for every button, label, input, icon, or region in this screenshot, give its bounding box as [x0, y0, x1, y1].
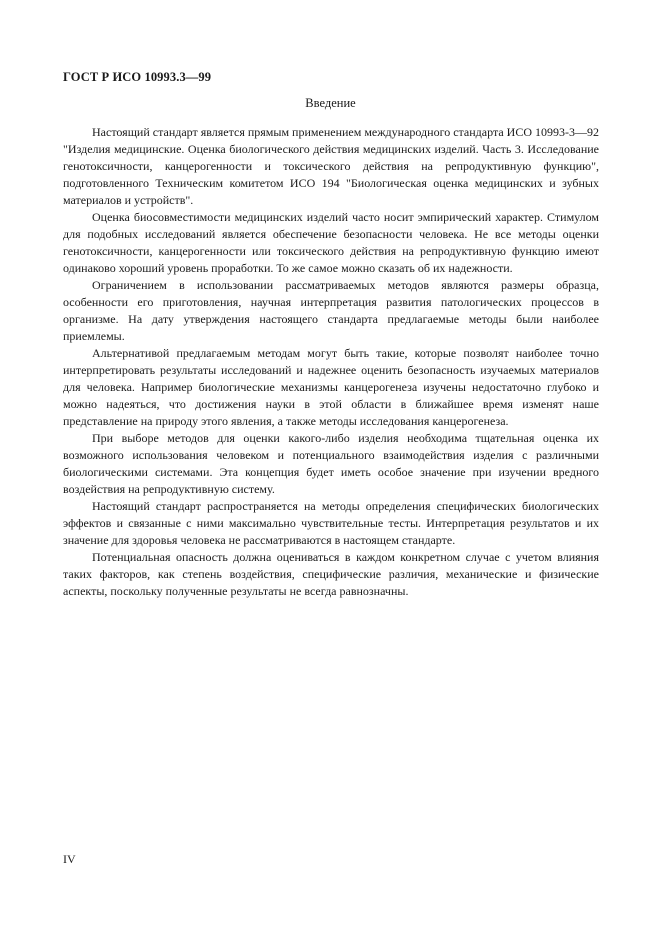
paragraph: Ограничением в использовании рассматриваемых методов являются размеры образца, особенности его приготовления, научная интерпретация развития патологических процессов в организме. На дату утверждения настоящего стандарта предлагаемые методы были наиболее приемлемы. — [63, 278, 599, 343]
section-title: Введение — [305, 96, 356, 110]
document-header: ГОСТ Р ИСО 10993.3—99 — [63, 70, 212, 84]
paragraph: Настоящий стандарт распространяется на методы определения специфических биологических эффектов и связанные с ними максимально чувствительные тесты. Интерпретация результатов и их значение для здоровья человека не рассматриваются в настоящем стандарте. — [63, 499, 599, 547]
paragraph: Потенциальная опасность должна оцениваться в каждом конкретном случае с учетом влияния таких факторов, как степень воздействия, специфические различия, механические и физические аспекты, поскольку полученные результаты не всегда равнозначны. — [63, 550, 599, 598]
document-body — [63, 124, 599, 600]
page-number: IV — [63, 852, 76, 866]
paragraph: При выборе методов для оценки какого-либо изделия необходима тщательная оценка их возможного использования человеком и потенциального взаимодействия изделия с различными биологическими системами. Эта концепция будет иметь особое значение при изучении вредного воздействия на репродуктивную систему. — [63, 431, 599, 496]
paragraph: Альтернативой предлагаемым методам могут быть такие, которые позволят наиболее точно интерпретировать результаты исследований и надежнее оценить безопасность изучаемых материалов для человека. Например биологические механизмы канцерогенеза изучены недостаточно глубоко и можно надеяться, что достижения науки в этой области в ближайшее время изменят наше представление на природу этого явления, а также методы исследования канцерогенеза. — [63, 346, 599, 428]
paragraph: Настоящий стандарт является прямым применением международного стандарта ИСО 10993-3—92 "Изделия медицинские. Оценка биологического действия медицинских изделий. Часть 3. Исследование генотоксичности, канцерогенности и токсического действия на репродуктивную функцию", подготовленного Техническим комитетом ИСО 194 "Биологическая оценка медицинских и зубных материалов и устройств". — [63, 125, 599, 207]
paragraph: Оценка биосовместимости медицинских изделий часто носит эмпирический характер. Стимулом для подобных исследований является обеспечение безопасности человека. Не все методы оценки генотоксичности, канцерогенности или токсического действия на репродуктивную функцию имеют одинаково хороший уровень проработки. То же самое можно сказать об их надежности. — [63, 210, 599, 275]
